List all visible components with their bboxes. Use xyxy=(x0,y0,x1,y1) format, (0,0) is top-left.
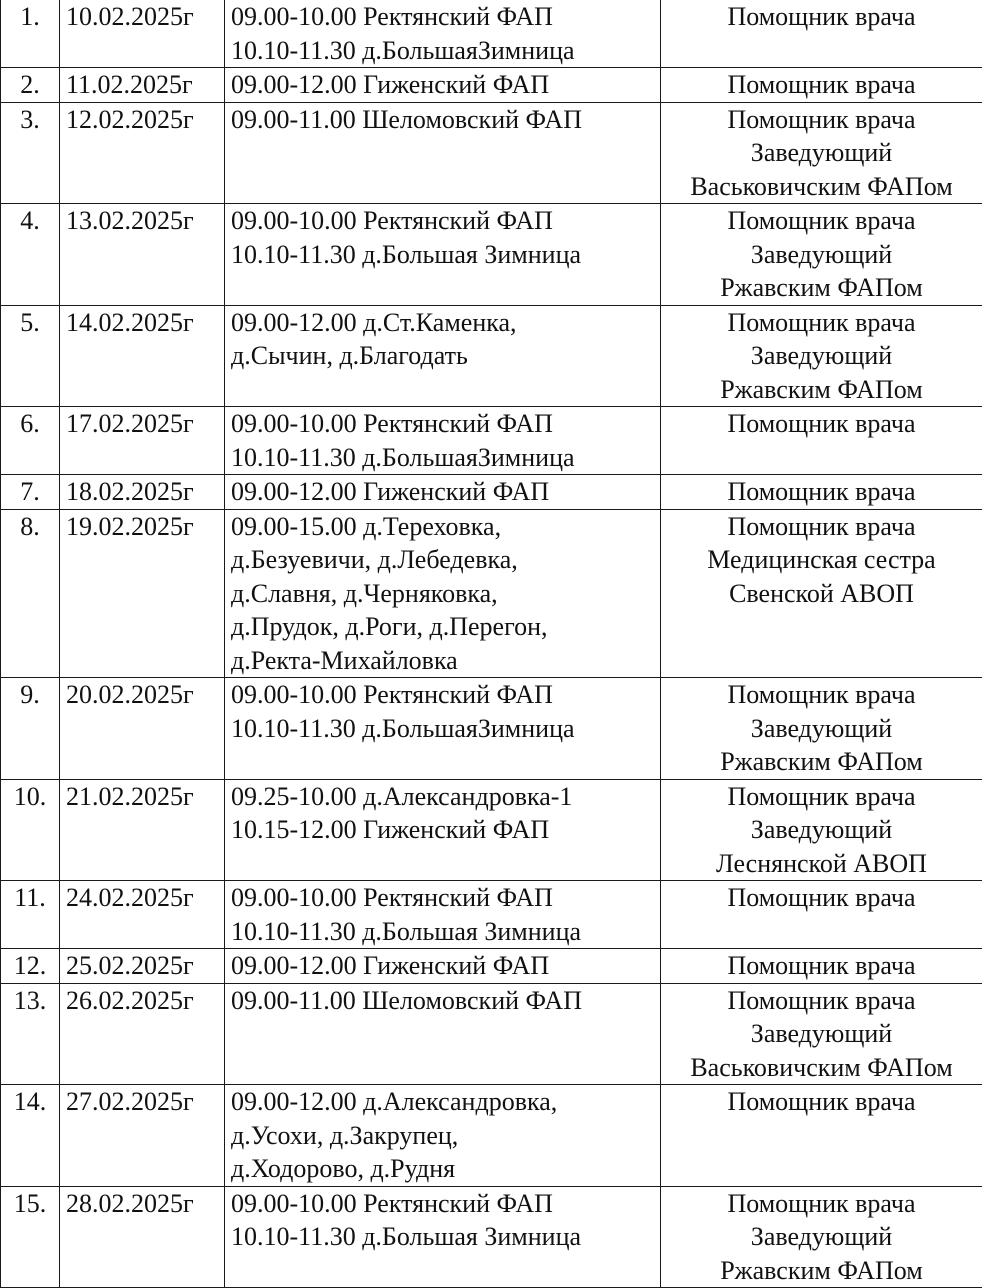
table-row xyxy=(1,1085,982,1187)
time-location-line: 10.10-11.30 д.БольшаяЗимница xyxy=(231,441,654,475)
row-time-location xyxy=(225,509,661,678)
table-row xyxy=(1,407,982,475)
row-date: 26.02.2025г xyxy=(60,983,225,1085)
table-row xyxy=(1,983,982,1085)
staff-line: Медицинская сестра xyxy=(667,543,976,577)
row-time-location xyxy=(225,678,661,780)
row-time-location xyxy=(225,0,661,68)
row-staff xyxy=(661,102,982,204)
row-staff xyxy=(661,779,982,881)
time-location-line: 09.00-12.00 Гиженский ФАП xyxy=(231,949,654,983)
time-location-line: 10.10-11.30 д.БольшаяЗимница xyxy=(231,712,654,746)
row-number: 6. xyxy=(1,407,60,475)
staff-line: Заведующий xyxy=(667,813,976,847)
staff-line: Помощник врача xyxy=(667,68,976,102)
row-staff xyxy=(661,678,982,780)
table-row xyxy=(1,0,982,68)
row-staff xyxy=(661,1186,982,1288)
time-location-line: 09.00-12.00 д.Александровка, xyxy=(231,1085,654,1119)
row-number: 11. xyxy=(1,881,60,949)
table-row xyxy=(1,678,982,780)
staff-line: Помощник врача xyxy=(667,949,976,983)
table-row xyxy=(1,1186,982,1288)
row-number: 7. xyxy=(1,475,60,510)
time-location-line: 09.00-15.00 д.Тереховка, xyxy=(231,510,654,544)
row-number: 9. xyxy=(1,678,60,780)
staff-line: Васьковичским ФАПом xyxy=(667,170,976,204)
staff-line: Заведующий xyxy=(667,1220,976,1254)
time-location-line: д.Сычин, д.Благодать xyxy=(231,339,654,373)
staff-line: Помощник врача xyxy=(667,1187,976,1221)
row-date: 10.02.2025г xyxy=(60,0,225,68)
staff-line: Ржавским ФАПом xyxy=(667,271,976,305)
row-staff xyxy=(661,0,982,68)
table-row xyxy=(1,779,982,881)
row-date: 17.02.2025г xyxy=(60,407,225,475)
row-date: 19.02.2025г xyxy=(60,509,225,678)
row-time-location xyxy=(225,475,661,510)
time-location-line: 10.10-11.30 д.Большая Зимница xyxy=(231,1220,654,1254)
row-number: 12. xyxy=(1,949,60,984)
staff-line: Помощник врача xyxy=(667,881,976,915)
staff-line: Помощник врача xyxy=(667,984,976,1018)
row-date: 13.02.2025г xyxy=(60,204,225,306)
staff-line: Заведующий xyxy=(667,136,976,170)
table-row xyxy=(1,949,982,984)
row-date: 20.02.2025г xyxy=(60,678,225,780)
time-location-line: д.Усохи, д.Закрупец, xyxy=(231,1119,654,1153)
row-staff xyxy=(661,949,982,984)
time-location-line: 09.25-10.00 д.Александровка-1 xyxy=(231,780,654,814)
time-location-line: 09.00-10.00 Ректянский ФАП xyxy=(231,1187,654,1221)
row-number: 8. xyxy=(1,509,60,678)
row-number: 10. xyxy=(1,779,60,881)
staff-line: Заведующий xyxy=(667,1017,976,1051)
row-staff xyxy=(661,68,982,103)
table-row xyxy=(1,305,982,407)
table-row xyxy=(1,68,982,103)
row-number: 1. xyxy=(1,0,60,68)
row-staff xyxy=(661,509,982,678)
staff-line: Леснянской АВОП xyxy=(667,847,976,881)
row-staff xyxy=(661,407,982,475)
row-staff xyxy=(661,204,982,306)
schedule-body xyxy=(1,0,982,1288)
row-date: 28.02.2025г xyxy=(60,1186,225,1288)
time-location-line: д.Безуевичи, д.Лебедевка, xyxy=(231,543,654,577)
row-date: 21.02.2025г xyxy=(60,779,225,881)
time-location-line: 09.00-12.00 Гиженский ФАП xyxy=(231,475,654,509)
staff-line: Помощник врача xyxy=(667,475,976,509)
row-date: 14.02.2025г xyxy=(60,305,225,407)
staff-line: Помощник врача xyxy=(667,678,976,712)
time-location-line: 09.00-12.00 д.Ст.Каменка, xyxy=(231,306,654,340)
row-staff xyxy=(661,1085,982,1187)
time-location-line: д.Ходорово, д.Рудня xyxy=(231,1152,654,1186)
table-row xyxy=(1,204,982,306)
row-time-location xyxy=(225,881,661,949)
row-date: 18.02.2025г xyxy=(60,475,225,510)
staff-line: Помощник врача xyxy=(667,103,976,137)
staff-line: Ржавским ФАПом xyxy=(667,745,976,779)
staff-line: Помощник врача xyxy=(667,1085,976,1119)
time-location-line: 10.15-12.00 Гиженский ФАП xyxy=(231,813,654,847)
row-time-location xyxy=(225,1085,661,1187)
staff-line: Заведующий xyxy=(667,712,976,746)
row-number: 15. xyxy=(1,1186,60,1288)
row-number: 2. xyxy=(1,68,60,103)
time-location-line: 09.00-11.00 Шеломовский ФАП xyxy=(231,103,654,137)
row-date: 11.02.2025г xyxy=(60,68,225,103)
row-staff xyxy=(661,983,982,1085)
time-location-line: 09.00-10.00 Ректянский ФАП xyxy=(231,407,654,441)
table-row xyxy=(1,509,982,678)
row-number: 4. xyxy=(1,204,60,306)
row-number: 3. xyxy=(1,102,60,204)
row-date: 24.02.2025г xyxy=(60,881,225,949)
row-number: 5. xyxy=(1,305,60,407)
time-location-line: 09.00-11.00 Шеломовский ФАП xyxy=(231,984,654,1018)
row-time-location xyxy=(225,68,661,103)
table-row xyxy=(1,881,982,949)
row-time-location xyxy=(225,949,661,984)
staff-line: Помощник врача xyxy=(667,407,976,441)
staff-line: Помощник врача xyxy=(667,204,976,238)
staff-line: Ржавским ФАПом xyxy=(667,1254,976,1288)
row-number: 14. xyxy=(1,1085,60,1187)
row-time-location xyxy=(225,204,661,306)
table-row xyxy=(1,102,982,204)
staff-line: Помощник врача xyxy=(667,780,976,814)
staff-line: Свенской АВОП xyxy=(667,577,976,611)
row-staff xyxy=(661,881,982,949)
row-time-location xyxy=(225,779,661,881)
row-time-location xyxy=(225,305,661,407)
staff-line: Ржавским ФАПом xyxy=(667,373,976,407)
time-location-line: д.Прудок, д.Роги, д.Перегон, xyxy=(231,610,654,644)
row-date: 27.02.2025г xyxy=(60,1085,225,1187)
row-time-location xyxy=(225,983,661,1085)
row-staff xyxy=(661,475,982,510)
staff-line: Васьковичским ФАПом xyxy=(667,1051,976,1085)
time-location-line: 10.10-11.30 д.БольшаяЗимница xyxy=(231,34,654,68)
time-location-line: 09.00-10.00 Ректянский ФАП xyxy=(231,881,654,915)
table-row xyxy=(1,475,982,510)
row-staff xyxy=(661,305,982,407)
row-time-location xyxy=(225,102,661,204)
staff-line: Заведующий xyxy=(667,339,976,373)
staff-line: Заведующий xyxy=(667,238,976,272)
staff-line: Помощник врача xyxy=(667,510,976,544)
time-location-line: 09.00-10.00 Ректянский ФАП xyxy=(231,678,654,712)
row-time-location xyxy=(225,407,661,475)
staff-line: Помощник врача xyxy=(667,306,976,340)
time-location-line: 09.00-12.00 Гиженский ФАП xyxy=(231,68,654,102)
time-location-line: 10.10-11.30 д.Большая Зимница xyxy=(231,238,654,272)
time-location-line: д.Ректа-Михайловка xyxy=(231,644,654,678)
time-location-line: 10.10-11.30 д.Большая Зимница xyxy=(231,915,654,949)
row-time-location xyxy=(225,1186,661,1288)
row-date: 25.02.2025г xyxy=(60,949,225,984)
staff-line: Помощник врача xyxy=(667,0,976,34)
row-number: 13. xyxy=(1,983,60,1085)
row-date: 12.02.2025г xyxy=(60,102,225,204)
time-location-line: д.Славня, д.Черняковка, xyxy=(231,577,654,611)
time-location-line: 09.00-10.00 Ректянский ФАП xyxy=(231,204,654,238)
time-location-line: 09.00-10.00 Ректянский ФАП xyxy=(231,0,654,34)
